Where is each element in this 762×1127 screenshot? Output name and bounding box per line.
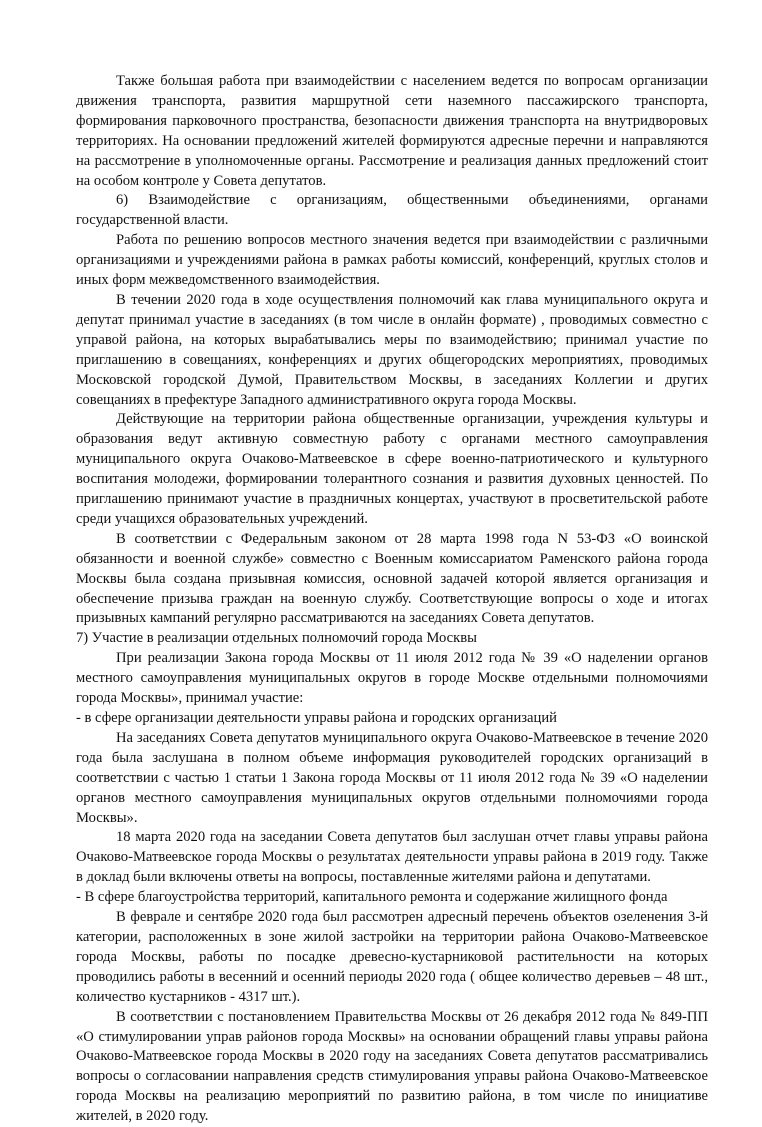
- paragraph-transport: Также большая работа при взаимодействии с населением ведется по вопросам организации движения транспорта, развития маршрутной сети наземного пассажирского транспорта, формирования парковочного пространства, безопасности движения транспорта на внутридворовых территориях. На основании предложений жителей формируются адресные перечни и направляются на рассмотрение в уполномоченные органы. Рассмотрение и реализация данных предложений стоит на особом контроле у Совета депутатов.: [76, 73, 708, 189]
- paragraph-interaction: Работа по решению вопросов местного значения ведется при взаимодействии с различными организациями и учреждениями района в рамках работы комиссий, конференций, круглых столов и иных форм межведомственного взаимодействия.: [76, 232, 708, 289]
- section-7-heading: 7) Участие в реализации отдельных полномочий города Москвы: [76, 630, 477, 647]
- paragraph-military-service: В соответствии с Федеральным законом от 28 марта 1998 года N 53-ФЗ «О воинской обязанности и военной службе» совместно с Военным комиссариатом Раменского района города Москвы была создана призывная комиссия, основной задачей которой является организация и обеспечение призыва граждан на военную службу. Соответствующие вопросы о ходе и итогах призывных кампаний регулярно рассматриваются на заседаниях Совета депутатов.: [76, 530, 708, 627]
- subsection-management-heading: - в сфере организации деятельности управы района и городских организаций: [76, 710, 557, 726]
- paragraph-greening: В феврале и сентябре 2020 года был рассмотрен адресный перечень объектов озеленения 3-й категории, расположенных в зоне жилой застройки на территории района Очаково-Матвеевское города Москвы, работы по посадке древесно-кустарниковой растительности на которых проводились работы в весенний и осенний периоды 2020 года ( общее количество деревьев – 48 шт., количество кустарников - 4317 шт.).: [76, 909, 708, 1005]
- document-body: [76, 72, 708, 1127]
- paragraph-meetings: В течении 2020 года в ходе осуществления полномочий как глава муниципального округа и депутат принимал участие в заседаниях (в том числе в онлайн формате) , проводимых совместно с управой района, на которых вырабатывались меры по взаимодействию; принимал участие по приглашению в совещаниях, конференциях и других общегородских мероприятиях, проводимых Московской городской Думой, Правительством Москвы, в заседаниях Коллегии и других совещаниях в префектуре Западного административного округа города Москвы.: [76, 291, 708, 408]
- subsection-improvement-heading: - В сфере благоустройства территорий, капитального ремонта и содержание жилищного фонда: [76, 889, 668, 906]
- paragraph-council-meetings: На заседаниях Совета депутатов муниципального округа Очаково-Матвеевское в течение 2020 года была заслушана в полном объеме информация руководителей городских организаций в соответствии с частью 1 статьи 1 Закона города Москвы от 11 июля 2012 года № 39 «О наделении органов местного самоуправления муниципальных округов отдельными полномочиями города Москвы».: [76, 729, 708, 826]
- paragraph-stimulation: В соответствии с постановлением Правительства Москвы от 26 декабря 2012 года № 849-ПП «О стимулировании управ районов города Москвы» на основании обращений главы управы района Очаково-Матвеевское города Москвы в 2020 году на заседаниях Совета депутатов рассматривались вопросы о согласовании направления средств стимулирования управы района Очаково-Матвеевское города Москвы на реализацию мероприятий по развитию района, в том числе по инициативе жителей, в 2020 году.: [76, 1008, 708, 1125]
- paragraph-public-organizations: Действующие на территории района общественные организации, учреждения культуры и образования ведут активную совместную работу с органами местного самоуправления муниципального округа Очаково-Матвеевское в сфере военно-патриотического и культурного воспитания молодежи, формировании толерантного сознания и развития духовных ценностей. По приглашению принимают участие в праздничных концертах, участвуют в просветительской работе среди учащихся образовательных учреждений.: [76, 411, 708, 527]
- paragraph-moscow-law: При реализации Закона города Москвы от 11 июля 2012 года № 39 «О наделении органов местного самоуправления муниципальных округов в городе Москве отдельными полномочиями города Москвы», принимал участие:: [76, 650, 708, 707]
- section-6-heading: 6) Взаимодействие с организациям, общественными объединениями, органами государственной власти.: [76, 192, 708, 229]
- paragraph-report-march: 18 марта 2020 года на заседании Совета депутатов был заслушан отчет главы управы района Очаково-Матвеевское города Москвы о результатах деятельности управы района в 2019 году. Также в доклад были включены ответы на вопросы, поставленные жителями района и депутатами.: [76, 829, 708, 886]
